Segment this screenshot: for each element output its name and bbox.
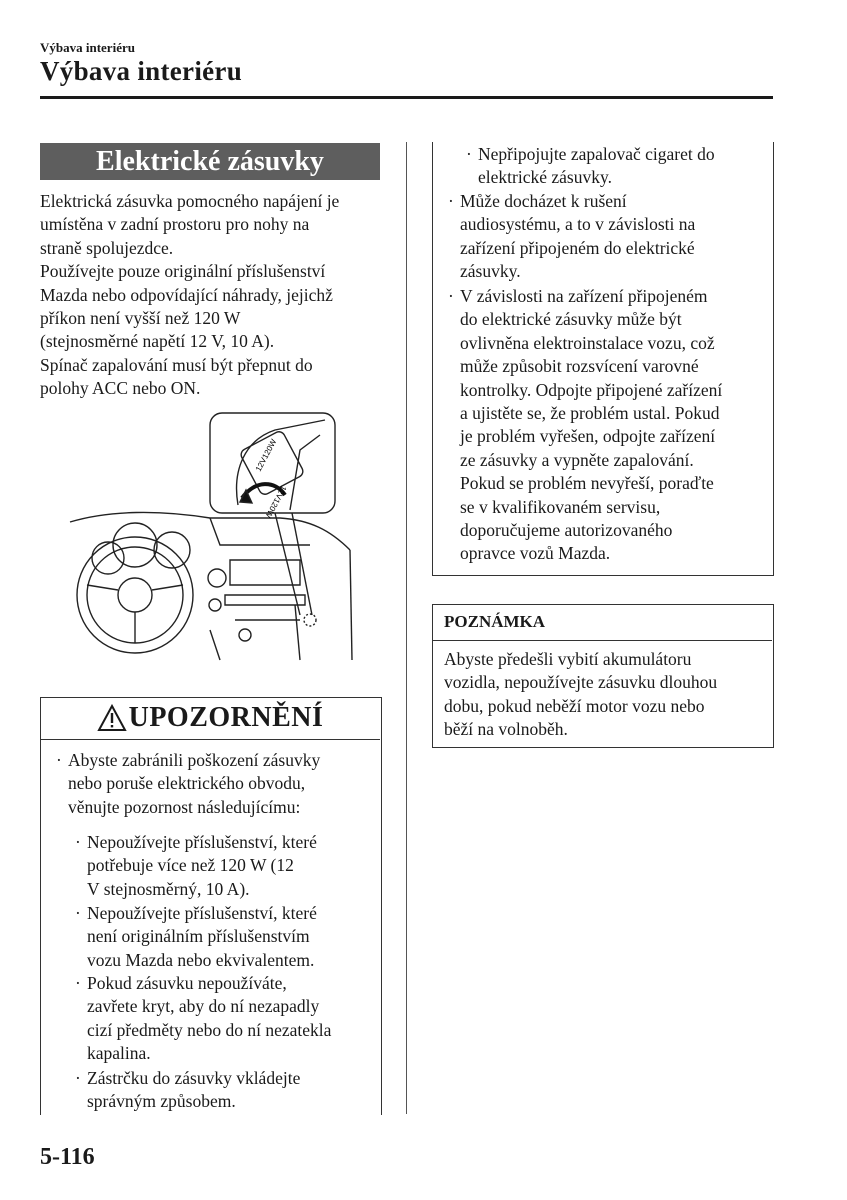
intro-text bbox=[40, 190, 385, 401]
socket-label: 12V120W bbox=[263, 484, 289, 520]
text-line: Pokud zásuvku nepoužíváte, bbox=[87, 973, 287, 993]
intro-line: Spínač zapalování musí být přepnut do bbox=[40, 354, 313, 375]
text-line: může způsobit rozsvícení varovné bbox=[460, 356, 699, 377]
bullet-dot: · bbox=[75, 973, 81, 993]
intro-line: (stejnosměrné napětí 12 V, 10 A). bbox=[40, 331, 275, 352]
text-line: do elektrické zásuvky může být bbox=[460, 309, 682, 330]
text-line: a ujistěte se, že problém ustal. Pokud bbox=[460, 403, 720, 424]
warning-item bbox=[75, 902, 372, 972]
bullet-dot: · bbox=[75, 903, 81, 923]
page-title: Výbava interiéru bbox=[40, 56, 243, 86]
text-line: V stejnosměrný, 10 A). bbox=[87, 878, 250, 899]
dashboard-socket-illustration bbox=[60, 410, 380, 670]
title-rule bbox=[40, 96, 773, 99]
text-line: Může docházet k rušení bbox=[460, 191, 627, 211]
text-line: Abyste předešli vybití akumulátoru bbox=[444, 649, 692, 669]
text-line: ze zásuvky a vypněte zapalování. bbox=[460, 449, 694, 470]
intro-line: příkon není vyšší než 120 W bbox=[40, 308, 241, 329]
warning-item bbox=[75, 1067, 372, 1114]
text-line: je problém vyřešen, odpojte zařízení bbox=[460, 426, 716, 447]
text-line: Zástrčku do zásuvky vkládejte bbox=[87, 1068, 301, 1088]
text-line: elektrické zásuvky. bbox=[478, 167, 612, 188]
warning-triangle-icon bbox=[97, 704, 127, 732]
column-divider bbox=[406, 142, 407, 1114]
warning-item bbox=[75, 831, 372, 901]
text-line: doporučujeme autorizovaného bbox=[460, 520, 673, 541]
text-line: se v kvalifikovaném servisu, bbox=[460, 496, 661, 517]
intro-line: Používejte pouze originální příslušenství bbox=[40, 261, 326, 282]
warning-header bbox=[40, 697, 380, 740]
text-line: zavřete kryt, aby do ní nezapadly bbox=[87, 996, 320, 1017]
note-body bbox=[444, 648, 764, 742]
text-line: kapalina. bbox=[87, 1043, 151, 1064]
intro-line: umístěna v zadní prostoru pro nohy na bbox=[40, 214, 310, 235]
note-header bbox=[432, 604, 772, 641]
warning-item bbox=[448, 190, 765, 284]
text-line: Nepřipojujte zapalovač cigaret do bbox=[478, 144, 715, 164]
text-line: Pokud se problém nevyřeší, poraďte bbox=[460, 473, 714, 494]
text-line: Abyste zabránili poškození zásuvky bbox=[68, 750, 321, 770]
text-line: cizí předměty nebo do ní nezatekla bbox=[87, 1019, 332, 1040]
socket-label: 12V120W bbox=[253, 437, 279, 473]
text-line: nebo poruše elektrického obvodu, bbox=[68, 773, 306, 794]
warning-title: UPOZORNĚNÍ bbox=[128, 702, 324, 733]
intro-line: Elektrická zásuvka pomocného napájení je bbox=[40, 191, 340, 211]
running-head: Výbava interiéru bbox=[40, 40, 135, 55]
warning-item bbox=[75, 972, 372, 1066]
bullet-dot: · bbox=[75, 1068, 81, 1088]
warning-lead bbox=[56, 749, 368, 819]
text-line: zařízení připojeném do elektrické bbox=[460, 237, 695, 258]
bullet-dot: · bbox=[75, 832, 81, 852]
text-line: věnujte pozornost následujícímu: bbox=[68, 796, 301, 817]
page-number: 5-116 bbox=[40, 1144, 95, 1170]
text-line: vozu Mazda nebo ekvivalentem. bbox=[87, 949, 315, 970]
bullet-dot: · bbox=[448, 286, 454, 306]
text-line: V závislosti na zařízení připojeném bbox=[460, 286, 708, 306]
text-line: ovlivněna elektroinstalace vozu, což bbox=[460, 332, 715, 353]
warning-item bbox=[448, 285, 765, 566]
text-line: Nepoužívejte příslušenství, které bbox=[87, 832, 317, 852]
intro-line: Mazda nebo odpovídající náhrady, jejichž bbox=[40, 284, 333, 305]
text-line: správným způsobem. bbox=[87, 1091, 236, 1112]
bullet-dot: · bbox=[466, 144, 472, 164]
text-line: potřebuje více než 120 W (12 bbox=[87, 855, 294, 876]
text-line: běží na volnoběh. bbox=[444, 719, 568, 740]
intro-line: polohy ACC nebo ON. bbox=[40, 378, 201, 399]
text-line: opravce vozů Mazda. bbox=[460, 543, 611, 564]
intro-line: straně spolujezdce. bbox=[40, 237, 174, 258]
warning-item bbox=[466, 143, 768, 190]
text-line: Nepoužívejte příslušenství, které bbox=[87, 903, 317, 923]
section-heading: Elektrické zásuvky bbox=[40, 143, 380, 180]
bullet-dot: · bbox=[448, 191, 454, 211]
bullet-dot: · bbox=[56, 750, 62, 770]
text-line: audiosystému, a to v závislosti na bbox=[460, 214, 696, 235]
text-line: kontrolky. Odpojte připojené zařízení bbox=[460, 379, 723, 400]
note-title: POZNÁMKA bbox=[444, 612, 546, 631]
text-line: vozidla, nepoužívejte zásuvku dlouhou bbox=[444, 672, 718, 693]
text-line: zásuvky. bbox=[460, 261, 521, 282]
text-line: dobu, pokud neběží motor vozu nebo bbox=[444, 695, 705, 716]
text-line: není originálním příslušenstvím bbox=[87, 926, 310, 947]
